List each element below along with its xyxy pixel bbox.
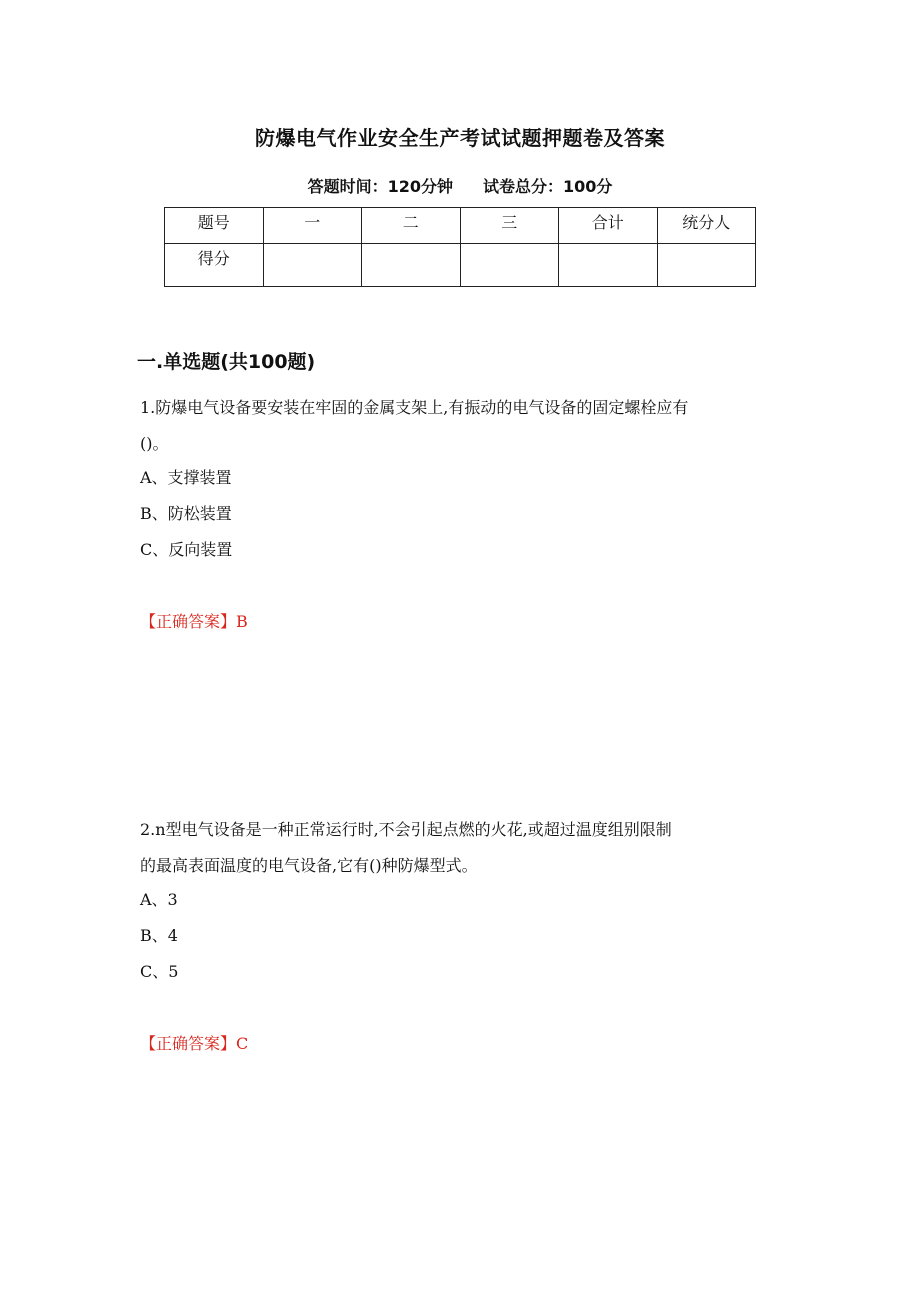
score-cell [263,244,362,287]
score-header-cell: 三 [460,208,559,244]
question-2-option-b: B、4 [140,926,178,945]
score-header-cell: 合计 [559,208,658,244]
score-cell [657,244,756,287]
score-cell [460,244,559,287]
score-header-cell: 一 [263,208,362,244]
score-row-label: 得分 [165,244,264,287]
score-table-header-row [165,208,756,244]
section-title: 一.单选题(共100题) [137,351,316,373]
question-1-option-b: B、防松装置 [140,504,232,523]
question-2-option-c: C、5 [140,962,179,981]
question-2-stem-line-2: 的最高表面温度的电气设备,它有()种防爆型式。 [140,856,478,875]
score-cell [559,244,658,287]
question-1-stem-line-1: 1.防爆电气设备要安装在牢固的金属支架上,有振动的电气设备的固定螺栓应有 [140,398,689,417]
question-1-option-a: A、支撑装置 [140,468,232,487]
question-1-option-c: C、反向装置 [140,540,233,559]
exam-time: 答题时间：120分钟 [307,177,453,196]
question-2-option-a: A、3 [140,890,178,909]
exam-total-score: 试卷总分：100分 [483,177,613,196]
score-header-cell: 二 [362,208,461,244]
document-title: 防爆电气作业安全生产考试试题押题卷及答案 [255,126,665,150]
score-header-cell: 统分人 [657,208,756,244]
question-2-stem-line-1: 2.n型电气设备是一种正常运行时,不会引起点燃的火花,或超过温度组别限制 [140,820,672,839]
question-2-answer: 【正确答案】C [140,1034,249,1053]
score-table [164,207,756,287]
score-cell [362,244,461,287]
question-1-stem-line-2: ()。 [140,434,169,453]
question-1-answer: 【正确答案】B [140,612,248,631]
exam-meta [0,174,920,197]
score-header-cell: 题号 [165,208,264,244]
score-table-score-row [165,244,756,287]
